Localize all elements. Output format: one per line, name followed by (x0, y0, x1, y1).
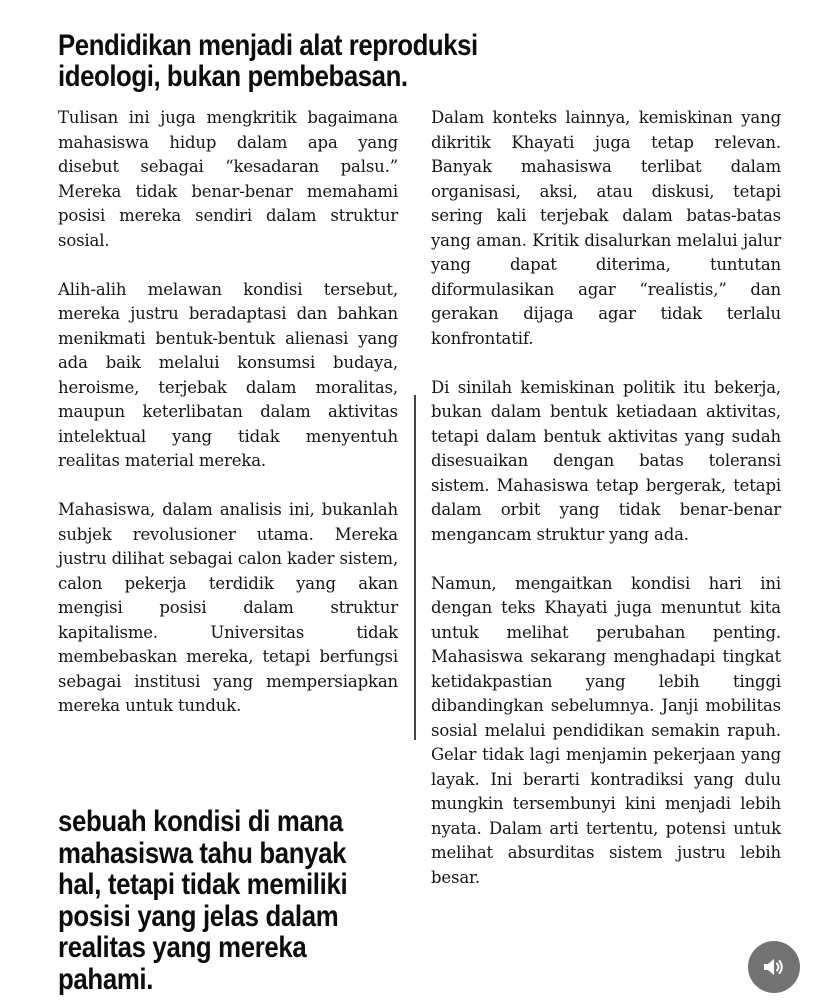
left-paragraph-3: Mahasiswa, dalam analisis ini, bukanlah subjek revolusioner utama. Mereka justru dilihat sebagai calon kader sistem, calon pekerja terdidik yang akan mengisi posisi dalam struktur kapitalisme. Universitas tidak membebaskan mereka, tetapi berfungsi sebagai institusi yang mempersiapkan mereka untuk tunduk. (58, 500, 398, 715)
pull-quote: sebuah kondisi di mana mahasiswa tahu banyak hal, tetapi tidak memiliki posisi yang jelas dalam realitas yang mereka pahami. (58, 805, 348, 996)
right-paragraph-3: Namun, mengaitkan kondisi hari ini dengan teks Khayati juga menuntut kita untuk melihat perubahan penting. Mahasiswa sekarang menghadapi tingkat ketidakpastian yang lebih tinggi dibandingkan sebelumnya. Janji mobilitas sosial melalui pendidikan semakin rapuh. Gelar tidak lagi menjamin pekerjaan yang layak. Ini berarti kontradiksi yang dulu mungkin tersembunyi kini menjadi lebih nyata. Dalam arti tertentu, potensi untuk melihat absurditas sistem justru lebih besar. (431, 573, 781, 887)
article-headline: Pendidikan menjadi alat reproduksi ideologi, bukan pembebasan. (58, 29, 478, 93)
right-paragraph-1: Dalam konteks lainnya, kemiskinan yang dikritik Khayati juga tetap relevan. Banyak mahasiswa terlibat dalam organisasi, aksi, atau diskusi, tetapi sering kali terjebak dalam batas-batas yang aman. Kritik disalurkan melalui jalur yang dapat diterima, tuntutan diformulasikan agar “realistis,” dan gerakan dijaga agar tidak terlalu konfrontatif. (431, 108, 781, 348)
sound-toggle-button[interactable] (748, 941, 800, 993)
speaker-sound-icon (762, 956, 786, 978)
column-divider (414, 395, 416, 740)
left-paragraph-2: Alih-alih melawan kondisi tersebut, mereka justru beradaptasi dan bahkan menikmati bentuk-bentuk alienasi yang ada baik melalui konsumsi budaya, heroisme, terjebak dalam moralitas, maupun keterlibatan dalam aktivitas intelektual yang tidak menyentuh realitas material mereka. (58, 279, 398, 470)
right-column (431, 106, 781, 890)
left-paragraph-1: Tulisan ini juga mengkritik bagaimana mahasiswa hidup dalam apa yang disebut sebagai “kesadaran palsu.” Mereka tidak benar-benar memahami posisi mereka sendiri dalam struktur sosial. (58, 108, 398, 250)
left-column (58, 106, 398, 719)
right-paragraph-2: Di sinilah kemiskinan politik itu bekerja, bukan dalam bentuk ketiadaan aktivitas, tetapi dalam bentuk aktivitas yang sudah disesuaikan dengan batas toleransi sistem. Mahasiswa tetap bergerak, tetapi dalam orbit yang tidak benar-benar mengancam struktur yang ada. (431, 377, 781, 544)
